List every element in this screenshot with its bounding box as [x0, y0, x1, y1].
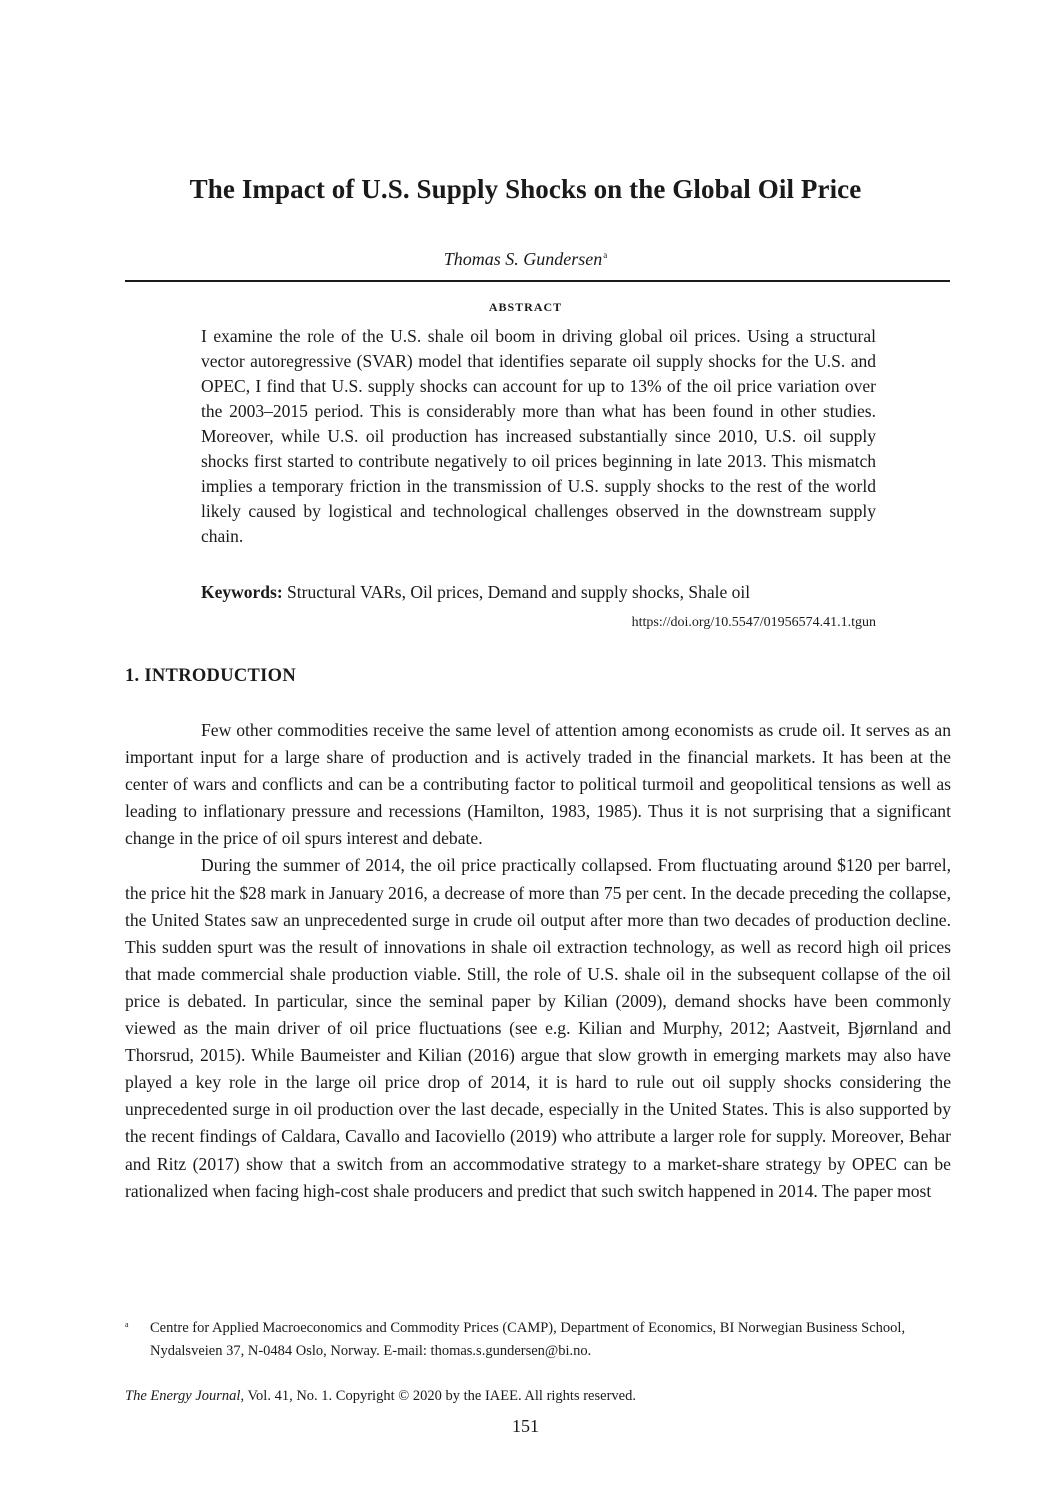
- journal-name: The Energy Journal: [125, 1388, 241, 1404]
- abstract-heading: ABSTRACT: [488, 300, 563, 314]
- title-divider: [125, 280, 950, 282]
- author-name: Thomas S. Gundersen: [443, 249, 603, 269]
- doi-link[interactable]: https://doi.org/10.5547/01956574.41.1.tgun: [631, 615, 876, 630]
- section-heading: 1. INTRODUCTION: [125, 666, 297, 686]
- body-paragraph: During the summer of 2014, the oil price practically collapsed. From fluctuating around $120 per barrel, the price hit the $28 mark in January 2016, a decrease of more than 75 per cent. In the decade preceding the collapse, the United States saw an unprecedented surge in crude oil output after more than two decades of production decline. This sudden spurt was the result of innovations in shale oil extraction technology, as well as record high oil prices that made commercial shale production viable. Still, the role of U.S. shale oil in the subsequent collapse of the oil price is debated. In particular, since the seminal paper by Kilian (2009), demand shocks have been commonly viewed as the main driver of oil price fluctuations (see e.g. Kilian and Murphy, 2012; Aastveit, Bjørnland and Thorsrud, 2015). While Baumeister and Kilian (2016) argue that slow growth in emerging markets may also have played a key role in the large oil price drop of 2014, it is hard to rule out oil supply shocks considering the unprecedented surge in oil production over the last decade, especially in the United States. This is also supported by the recent findings of Caldara, Cavallo and Iacoviello (2019) who attribute a larger role for supply. Moreover, Behar and Ritz (2017) show that a switch from an accommodative strategy to a market-share strategy by OPEC can be rationalized when facing high-cost shale producers and predict that such switch happened in 2014. The paper most: [125, 855, 951, 1201]
- body-text: [125, 717, 951, 1205]
- body-paragraph: Few other commodities receive the same level of attention among economists as crude oil. It serves as an important input for a large share of production and is actively traded in the financial markets. It has been at the center of wars and conflicts and can be a contributing factor to political turmoil and geopolitical tensions as well as leading to inflationary pressure and recessions (Hamilton, 1983, 1985). Thus it is not surprising that a significant change in the price of oil spurs interest and debate.: [125, 720, 951, 849]
- paper-title: The Impact of U.S. Supply Shocks on the Global Oil Price: [189, 174, 862, 204]
- author-footnote-mark: a: [603, 250, 608, 260]
- keywords-label: Keywords:: [201, 582, 283, 602]
- page-number: 151: [512, 1416, 539, 1436]
- footnote: [125, 1317, 915, 1363]
- footnote-mark: a: [125, 1320, 129, 1329]
- journal-details: , Vol. 41, No. 1. Copyright © 2020 by the IAEE. All rights reserved.: [240, 1388, 636, 1404]
- footnote-text: Centre for Applied Macroeconomics and Commodity Prices (CAMP), Department of Economics, BI Norwegian Business School, Nydalsveien 37, N-0484 Oslo, Norway. E-mail: thomas.s.gundersen@bi.no.: [150, 1320, 906, 1359]
- keywords-list: Structural VARs, Oil prices, Demand and supply shocks, Shale oil: [287, 582, 751, 602]
- abstract-text: I examine the role of the U.S. shale oil boom in driving global oil prices. Using a structural vector autoregressive (SVAR) model that identifies separate oil supply shocks for the U.S. and OPEC, I find that U.S. supply shocks can account for up to 13% of the oil price variation over the 2003–2015 period. This is considerably more than what has been found in other studies. Moreover, while U.S. oil production has increased substantially since 2010, U.S. oil supply shocks first started to contribute negatively to oil prices beginning in late 2013. This mismatch implies a temporary friction in the transmission of U.S. supply shocks to the rest of the world likely caused by logistical and technological challenges observed in the downstream supply chain.: [201, 326, 876, 546]
- author-line: [0, 243, 1051, 271]
- keywords-line: [201, 580, 876, 605]
- journal-citation: [125, 1386, 636, 1406]
